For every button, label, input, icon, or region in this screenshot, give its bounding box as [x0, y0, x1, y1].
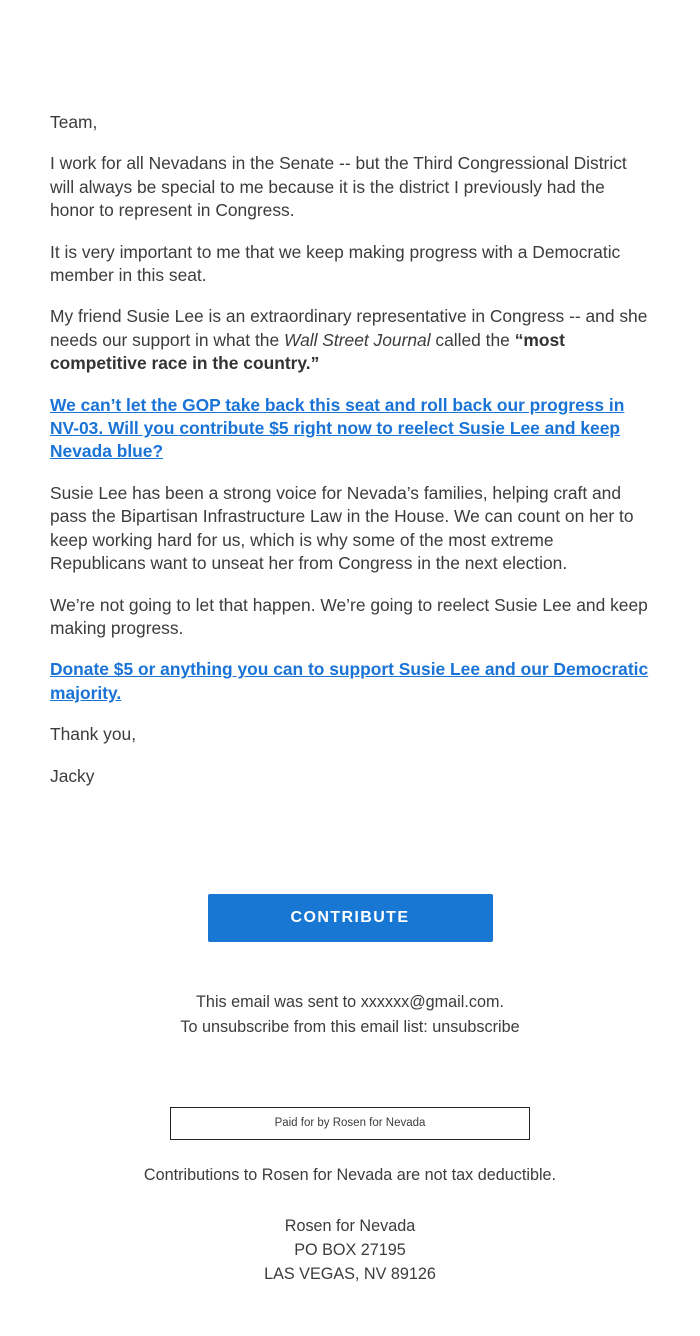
signature: Jacky — [50, 765, 95, 786]
paragraph-link-donate — [50, 658, 650, 705]
race-quote: “most competitive race in the country.” — [50, 329, 565, 374]
paragraph-susie-lee-middle: called the — [430, 329, 515, 350]
cta-container — [0, 894, 700, 942]
footer-sent-info — [0, 990, 700, 1039]
recipient-email[interactable]: xxxxxx@gmail.com — [360, 993, 500, 1011]
greeting: Team, — [50, 112, 98, 132]
paragraph-reelect: We’re not going to let that happen. We’re going to reelect Susie Lee and keep making progress. — [50, 594, 648, 638]
mailing-address — [0, 1214, 700, 1286]
unsubscribe-prefix: To unsubscribe from this email list: — [180, 1017, 433, 1036]
donate-link[interactable]: Donate $5 or anything you can to support Susie Lee and our Democratic majority. — [50, 659, 649, 703]
paragraph-susie-lee — [50, 305, 650, 375]
tax-deductible-note: Contributions to Rosen for Nevada are not tax deductible. — [143, 1166, 557, 1184]
contribute-button[interactable]: CONTRIBUTE — [208, 894, 493, 942]
po-box: PO BOX 27195 — [294, 1241, 406, 1259]
paid-for-disclaimer: Paid for by Rosen for Nevada — [170, 1107, 530, 1140]
sent-to-line — [0, 990, 700, 1015]
sent-to-suffix: . — [499, 993, 504, 1011]
paragraph-progress: It is very important to me that we keep making progress with a Democratic member in this seat. — [50, 241, 621, 286]
paragraph-senate: I work for all Nevadans in the Senate -- but the Third Congressional District will always be special to me because it is the district I previously had the honor to represent in Congress. — [50, 153, 627, 221]
email-body — [50, 111, 650, 806]
publication-name: Wall Street Journal — [283, 329, 431, 350]
unsubscribe-line — [0, 1015, 700, 1040]
paragraph-link-contribute — [50, 394, 650, 464]
city-state-zip: LAS VEGAS, NV 89126 — [264, 1265, 436, 1283]
paragraph-record: Susie Lee has been a strong voice for Nevada’s families, helping craft and pass the Bipartisan Infrastructure Law in the House. We can count on her to keep working hard for us, which is why some of the most extreme Republicans want to unseat her from Congress in the next election. — [50, 482, 634, 574]
org-name: Rosen for Nevada — [284, 1217, 416, 1235]
sent-to-prefix: This email was sent to — [196, 993, 361, 1011]
closing: Thank you, — [50, 724, 137, 745]
unsubscribe-link[interactable]: unsubscribe — [432, 1017, 520, 1036]
paragraph-susie-lee-text: My friend Susie Lee is an extraordinary representative in Congress -- and she needs our support in what the — [50, 306, 648, 350]
contribute-link[interactable]: We can’t let the GOP take back this seat and roll back our progress in NV-03. Will you contribute $5 right now to reelect Susie Lee and keep Nevada blue? — [50, 394, 625, 462]
